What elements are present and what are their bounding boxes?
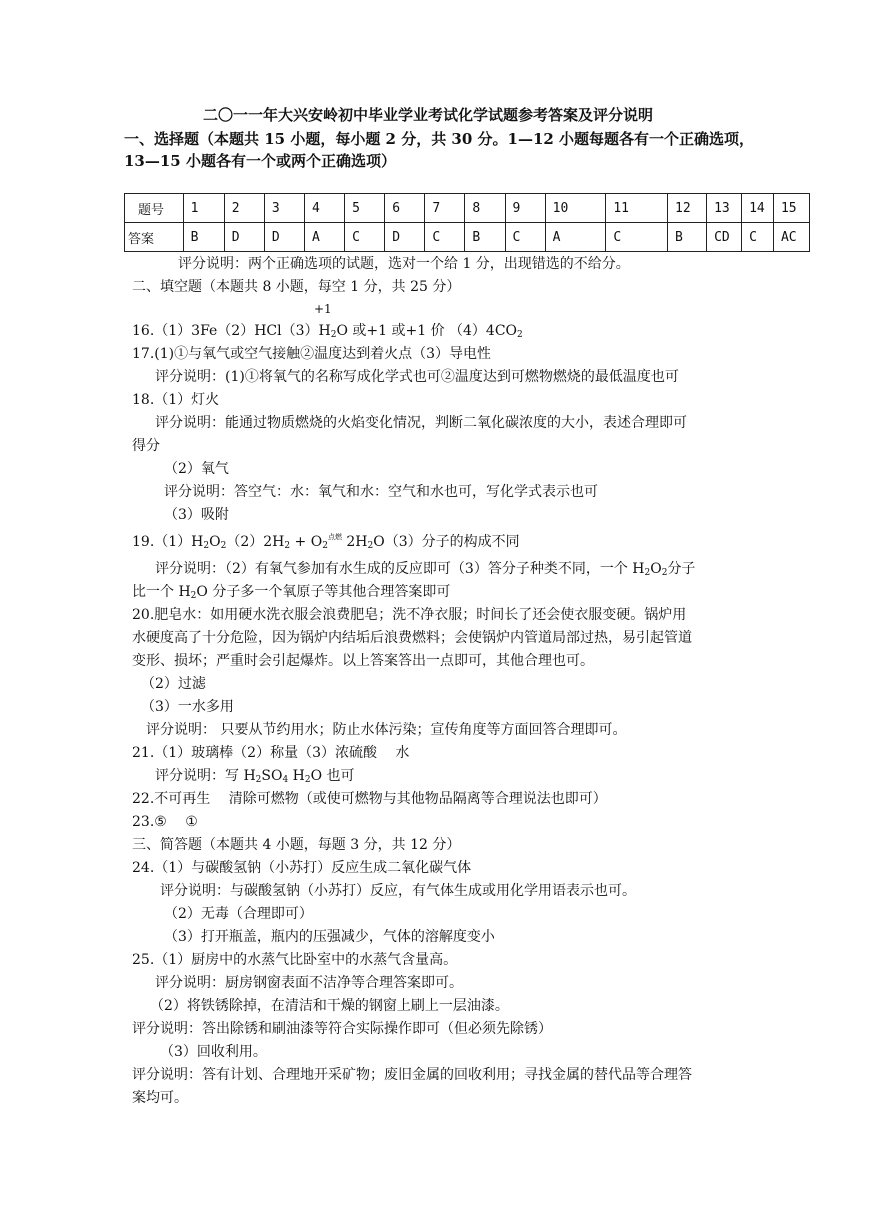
answer-q20-cont: 水硬度高了十分危险，因为锅炉内结垢后浪费燃料；会使锅炉内管道局部过热，易引起管道 [132,630,692,646]
table-cell: 11 [606,194,668,223]
section3-heading: 三、简答题（本题共 4 小题，每题 3 分，共 12 分） [132,837,461,853]
answer-q19: $19.(1)H_2O_2(2)2H_2 + O_2^{点燃}$ $2H_2O(3)$分子的构成不同 [132,533,520,551]
answer-q25-3: （3）回收利用。 [160,1044,267,1060]
scoring-note-q19: 评分说明：（2）有氧气参加有水生成的反应即可（3）答分子种类不同，一个 $H_2O_2$分子 [155,561,696,578]
answer-q20-2: （2）过滤 [141,676,206,692]
table-cell: B [465,223,505,252]
section1-heading-cont: 13—15 小题各有一个或两个正确选项） [124,152,396,170]
answer-q20-cont2: 变形、损坏；严重时会引起爆炸。以上答案答出一点即可，其他合理也可。 [132,653,594,669]
table-cell: 12 [668,194,707,223]
answer-q18-2: （2）氧气 [164,461,229,477]
table-cell: 7 [425,194,465,223]
table-cell: C [425,223,465,252]
scoring-note-q25-1: 评分说明：厨房钢窗表面不洁净等合理答案即可。 [155,975,463,991]
answer-q16: $16.(1)3Fe(2)HCl(3)H_2O$ 或+1 或+1 价 $(4)4CO_2$ [132,323,523,340]
table-cell: 1 [183,194,224,223]
table-cell: C [345,223,385,252]
answer-q17: 17.(1)①与氧气或空气接触②温度达到着火点（3）导电性 [132,346,492,362]
table-header-label: 题号 [125,194,184,223]
scoring-note-q18-1: 评分说明：能通过物质燃烧的火焰变化情况，判断二氧化碳浓度的大小，表述合理即可 [155,415,687,431]
table-cell: 10 [545,194,606,223]
table-answer-label: 答案 [125,223,184,252]
page-title: 二〇一一年大兴安岭初中毕业学业考试化学试题参考答案及评分说明 [203,106,654,124]
table-cell: C [742,223,774,252]
table-row-numbers [125,194,810,223]
section1-heading: 一、选择题（本题共 15 小题，每小题 2 分，共 30 分。1—12 小题每题各有一个正确选项， [124,130,755,148]
answer-q25-1: 25.（1）厨房中的水蒸气比卧室中的水蒸气含量高。 [132,952,458,968]
answer-q25-2: （2）将铁锈除掉，在清洁和干燥的钢窗上刷上一层油漆。 [150,998,509,1014]
valence-superscript: +1 [314,302,332,316]
table-cell: 6 [385,194,425,223]
table-cell: B [668,223,707,252]
table-cell: AC [773,223,809,252]
scoring-note-q25-3-cont: 案均可。 [132,1090,188,1106]
table-cell: B [183,223,224,252]
scoring-note-q18-2: 评分说明：答空气：水：氧气和水：空气和水也可，写化学式表示也可 [164,484,598,500]
answer-q18-1: 18.（1）灯火 [132,392,220,408]
scoring-note-q17: 评分说明：(1)①将氧气的名称写成化学式也可②温度达到可燃物燃烧的最低温度也可 [155,369,679,385]
table-cell: 4 [304,194,344,223]
table-cell: C [606,223,668,252]
table-cell: 8 [465,194,505,223]
table-cell: 3 [264,194,304,223]
answer-q24-1: 24.（1）与碳酸氢钠（小苏打）反应生成二氧化碳气体 [132,860,472,876]
table-cell: A [304,223,344,252]
table-cell: D [385,223,425,252]
choice-scoring-note: 评分说明：两个正确选项的试题，选对一个给 1 分，出现错选的不给分。 [178,256,630,272]
table-cell: 5 [345,194,385,223]
table-cell: CD [707,223,742,252]
table-cell: D [264,223,304,252]
scoring-note-q25-3: 评分说明：答有计划、合理地开采矿物；废旧金属的回收利用；寻找金属的替代品等合理答 [132,1067,692,1083]
table-cell: 9 [505,194,545,223]
scoring-note-q21: 评分说明：写 $H_2SO_4$ $H_2O$ 也可 [155,768,355,785]
table-cell: A [545,223,606,252]
table-cell: 13 [707,194,742,223]
scoring-note-q18-1-cont: 得分 [132,438,160,454]
answer-q18-3: （3）吸附 [164,507,229,523]
section2-heading: 二、填空题（本题共 8 小题，每空 1 分，共 25 分） [132,279,461,295]
answer-q20-3: （3）一水多用 [141,699,234,715]
scoring-note-q25-2: 评分说明：答出除锈和刷油漆等符合实际操作即可（但必须先除锈） [132,1021,552,1037]
table-row-answers [125,223,810,252]
table-cell: 15 [773,194,809,223]
table-cell: 14 [742,194,774,223]
answer-q21: 21.（1）玻璃棒（2）称量（3）浓硫酸 水 [132,745,410,761]
answer-q22: 22.不可再生 清除可燃物（或使可燃物与其他物品隔离等合理说法也即可） [132,791,607,807]
scoring-note-q24: 评分说明：与碳酸氢钠（小苏打）反应，有气体生成或用化学用语表示也可。 [160,883,636,899]
answer-q24-2: （2）无毒（合理即可） [164,906,313,922]
table-cell: C [505,223,545,252]
answer-q20: 20.肥皂水：如用硬水洗衣服会浪费肥皂；洗不净衣服；时间长了还会使衣服变硬。锅炉用 [132,607,687,623]
answer-q23: 23.⑤ ① [132,814,198,830]
answer-table [124,193,810,252]
reaction-condition: 点燃 [327,533,342,541]
scoring-note-q20: 评分说明： 只要从节约用水；防止水体污染；宣传角度等方面回答合理即可。 [146,722,627,738]
answer-q24-3: （3）打开瓶盖，瓶内的压强减少，气体的溶解度变小 [164,929,495,945]
table-cell: 2 [224,194,264,223]
table-cell: D [224,223,264,252]
scoring-note-q19-cont: 比一个 $H_2O$ 分子多一个氧原子等其他合理答案即可 [132,584,451,601]
